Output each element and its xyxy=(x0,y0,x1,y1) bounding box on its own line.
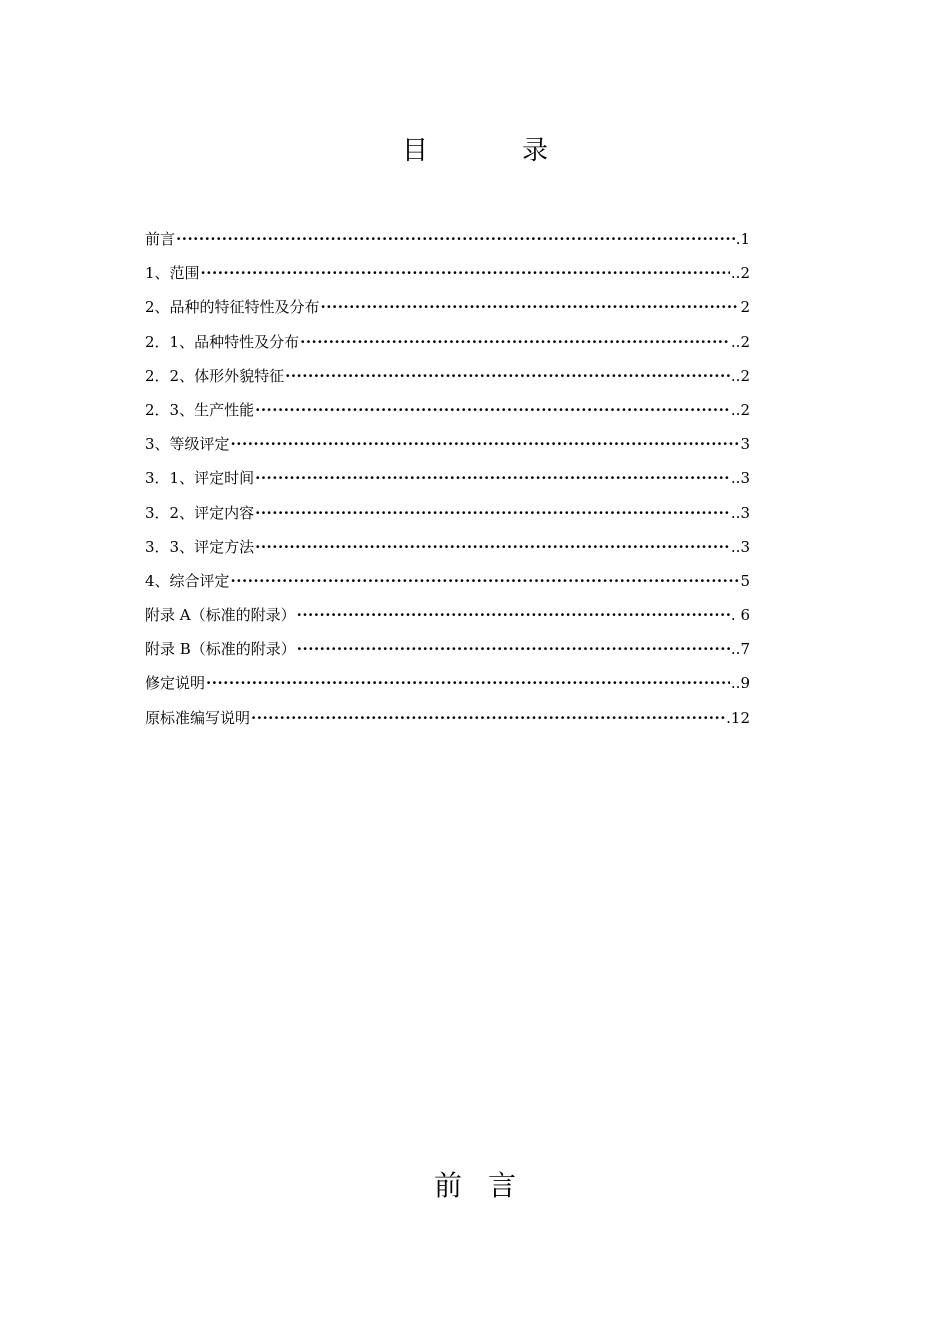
toc-dot-leader xyxy=(285,359,730,393)
toc-entry-page: 5 xyxy=(740,571,750,590)
toc-dot-leader xyxy=(255,461,730,495)
toc-entry-label: 4、综合评定 xyxy=(145,571,230,590)
toc-entry-page: ..3 xyxy=(730,503,750,522)
toc-dot-leader xyxy=(251,701,725,735)
toc-entry-page: ..2 xyxy=(730,366,750,385)
toc-dot-leader xyxy=(255,530,730,564)
toc-entry-label: 3．3、评定方法 xyxy=(145,537,255,556)
toc-entry-label: 附录 B（标准的附录） xyxy=(145,640,296,659)
toc-entry-grade-evaluation[interactable] xyxy=(145,427,750,461)
toc-entry-label: 附录 A（标准的附录） xyxy=(145,606,296,625)
toc-entry-appendix-a[interactable] xyxy=(145,598,750,632)
toc-entry-label: 2．1、品种特性及分布 xyxy=(145,332,300,351)
toc-entry-page: ..7 xyxy=(730,640,750,659)
toc-entry-foreword[interactable] xyxy=(145,222,750,256)
toc-entry-page: ..9 xyxy=(730,674,750,693)
toc-entry-appendix-b[interactable] xyxy=(145,632,750,666)
table-of-contents xyxy=(145,222,750,735)
toc-title: 目 录 xyxy=(401,136,582,166)
toc-entry-overall-evaluation[interactable] xyxy=(145,564,750,598)
toc-entry-revision-notes[interactable] xyxy=(145,666,750,700)
toc-entry-label: 修定说明 xyxy=(145,674,206,693)
toc-entry-label: 3．1、评定时间 xyxy=(145,469,255,488)
toc-dot-leader xyxy=(201,256,730,290)
toc-entry-page: . 6 xyxy=(730,606,750,625)
toc-dot-leader xyxy=(255,393,730,427)
toc-dot-leader xyxy=(255,496,730,530)
toc-entry-evaluation-method[interactable] xyxy=(145,530,750,564)
toc-entry-body-features[interactable] xyxy=(145,359,750,393)
toc-entry-scope[interactable] xyxy=(145,256,750,290)
toc-dot-leader xyxy=(297,598,730,632)
toc-entry-page: ..2 xyxy=(730,332,750,351)
toc-dot-leader xyxy=(321,290,740,324)
toc-entry-breed-distribution[interactable] xyxy=(145,325,750,359)
toc-dot-leader xyxy=(231,427,740,461)
toc-entry-label: 3．2、评定内容 xyxy=(145,503,255,522)
toc-entry-label: 3、等级评定 xyxy=(145,435,230,454)
toc-entry-page: .1 xyxy=(735,230,750,248)
toc-entry-original-standard-notes[interactable] xyxy=(145,701,750,735)
toc-dot-leader xyxy=(206,666,730,700)
toc-entry-label: 1、范围 xyxy=(145,264,200,283)
toc-entry-page: ..2 xyxy=(730,400,750,419)
toc-dot-leader xyxy=(176,222,735,256)
toc-entry-page: ..3 xyxy=(730,469,750,488)
toc-entry-page: ..2 xyxy=(730,264,750,283)
toc-entry-label: 2、品种的特征特性及分布 xyxy=(145,298,320,317)
toc-entry-label: 原标准编写说明 xyxy=(145,708,251,727)
toc-entry-page: 3 xyxy=(740,435,750,454)
toc-entry-page: ..3 xyxy=(730,537,750,556)
toc-dot-leader xyxy=(231,564,740,598)
toc-entry-production-performance[interactable] xyxy=(145,393,750,427)
toc-entry-breed-characteristics[interactable] xyxy=(145,290,750,324)
toc-dot-leader xyxy=(300,325,730,359)
toc-entry-evaluation-time[interactable] xyxy=(145,461,750,495)
toc-entry-evaluation-content[interactable] xyxy=(145,496,750,530)
toc-entry-page: .12 xyxy=(726,708,750,727)
toc-entry-label: 2．2、体形外貌特征 xyxy=(145,366,285,385)
toc-entry-label: 2．3、生产性能 xyxy=(145,400,255,419)
foreword-heading: 前言 xyxy=(433,1169,542,1202)
toc-entry-label: 前言 xyxy=(145,230,176,248)
toc-entry-page: 2 xyxy=(740,298,750,317)
toc-dot-leader xyxy=(297,632,730,666)
